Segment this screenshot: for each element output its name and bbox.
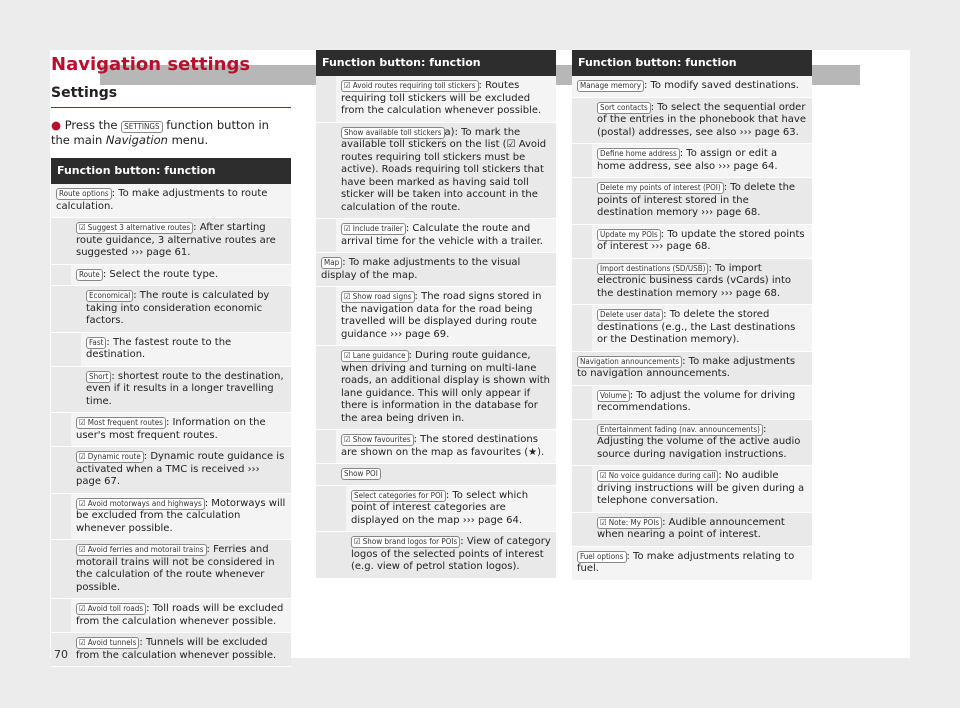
- table-row: [51, 633, 291, 667]
- table-row: [572, 547, 812, 581]
- function-key: Show POI: [341, 468, 381, 480]
- function-description: : To make adjustments relating to fuel.: [577, 550, 795, 574]
- indent: [572, 225, 592, 258]
- row-cell: [592, 305, 812, 351]
- row-cell: [71, 633, 291, 666]
- function-description: : To delete the stored destinations (e.g., the Last destinations or the Destination memory).: [597, 309, 796, 345]
- row-cell: [346, 486, 556, 532]
- indent: [572, 178, 592, 224]
- table-row: [51, 333, 291, 367]
- function-description: : To select the sequential order of the entries in the phonebook that have (postal) addresses, see also ››› page 63.: [597, 101, 807, 138]
- function-key: Define home address: [597, 148, 680, 160]
- function-key: ☑ Avoid routes requiring toll stickers: [341, 80, 479, 92]
- function-table-2: [316, 50, 556, 579]
- indent: [316, 464, 336, 485]
- indent: [572, 259, 592, 305]
- table-row: [51, 367, 291, 414]
- function-key: ☑ Most frequent routes: [76, 417, 166, 429]
- indent: [572, 420, 592, 466]
- row-cell: [592, 386, 812, 419]
- indent: [572, 513, 592, 546]
- row-cell: [346, 532, 556, 578]
- table-row: [316, 346, 556, 430]
- table-row: [572, 513, 812, 547]
- function-table-1: [51, 158, 291, 667]
- function-description: : Routes requiring toll stickers will be excluded from the calculation whenever possible.: [341, 80, 542, 116]
- intro-text: [51, 118, 291, 148]
- function-key: Route: [76, 269, 103, 281]
- table-row: [572, 305, 812, 352]
- intro-end: menu.: [171, 133, 209, 147]
- table-row: [316, 76, 556, 123]
- column-2: [316, 50, 556, 579]
- function-description: : To modify saved destinations.: [643, 80, 799, 91]
- table-row: [316, 464, 556, 486]
- function-key: ☑ No voice guidance during call: [597, 470, 718, 482]
- function-key: Navigation announcements: [577, 356, 682, 368]
- table-row: [316, 253, 556, 287]
- row-cell: [81, 367, 291, 413]
- row-cell: [71, 599, 291, 632]
- table-head: Function button: function: [316, 50, 556, 76]
- function-description: : To import electronic business cards (vCards) into the destination memory ››› page 68.: [597, 262, 792, 299]
- function-description: : View of category logos of the selected points of interest (e.g. view of petrol station logos).: [351, 536, 551, 572]
- row-cell: [592, 420, 812, 466]
- function-description: : To make adjustments to route calculation.: [56, 188, 268, 212]
- table-row: [51, 599, 291, 633]
- settings-key: SETTINGS: [121, 121, 162, 133]
- function-key: Entertainment fading (nav. announcements): [597, 424, 763, 436]
- function-key: Short: [86, 371, 111, 383]
- intro-pre: Press the: [64, 118, 118, 132]
- function-key: ☑ Lane guidance: [341, 350, 409, 362]
- indent: [51, 286, 81, 332]
- indent: [572, 305, 592, 351]
- row-cell: [336, 346, 556, 429]
- indent: [51, 494, 71, 540]
- row-cell: [592, 144, 812, 177]
- row-cell: [81, 333, 291, 366]
- function-description: : shortest route to the destination, even if it results in a longer travelling time.: [86, 370, 284, 407]
- function-key: Select categories for POI: [351, 490, 446, 502]
- function-description: : Tunnels will be excluded from the calculation whenever possible.: [76, 637, 277, 661]
- function-description: : To delete the points of interest stored in the destination memory ››› page 68.: [597, 182, 796, 218]
- function-description: a): To mark the available toll stickers on the list (☑ Avoid routes requiring toll stickers must be active). Roads requiring toll stickers that have been marked as having said toll sticker will be taken into account in the calculation of the route.: [341, 126, 547, 213]
- page-number: 70: [54, 648, 68, 661]
- indent: [51, 333, 81, 366]
- indent: [572, 386, 592, 419]
- row-cell: [51, 184, 291, 217]
- function-key: Economical: [86, 290, 133, 302]
- table-row: [316, 430, 556, 464]
- table-row: [572, 259, 812, 306]
- table-row: [572, 386, 812, 420]
- row-cell: [592, 513, 812, 546]
- function-description: : To update the stored points of interest ››› page 68.: [597, 228, 805, 252]
- row-cell: [572, 352, 812, 385]
- row-cell: [336, 430, 556, 463]
- row-cell: [71, 447, 291, 493]
- indent: [316, 219, 336, 252]
- table-row: [572, 352, 812, 386]
- function-description: : Motorways will be excluded from the calculation whenever possible.: [76, 497, 286, 534]
- row-cell: [592, 98, 812, 144]
- function-key: ☑ Avoid ferries and motorail trains: [76, 544, 207, 556]
- function-description: : Ferries and motorail trains will not be considered in the calculation of the route whenever possible.: [76, 544, 275, 593]
- row-cell: [336, 287, 556, 345]
- function-key: Volume: [597, 390, 630, 402]
- indent: [572, 98, 592, 144]
- page-subtitle: Settings: [51, 75, 291, 108]
- indent: [51, 265, 71, 286]
- row-cell: [71, 265, 291, 286]
- table-row: [572, 178, 812, 225]
- function-key: ☑ Suggest 3 alternative routes: [76, 222, 193, 234]
- function-description: : To adjust the volume for driving recommendations.: [597, 389, 796, 413]
- function-key: ☑ Avoid tunnels: [76, 637, 139, 649]
- function-description: : Toll roads will be excluded from the calculation whenever possible.: [76, 603, 284, 627]
- function-table-3: [572, 50, 812, 581]
- function-key: Fast: [86, 337, 106, 349]
- function-description: : To make adjustments to the visual display of the map.: [321, 257, 521, 281]
- table-row: [51, 447, 291, 494]
- function-description: : Audible announcement when nearing a point of interest.: [597, 516, 785, 540]
- function-description: : The route is calculated by taking into consideration economic factors.: [86, 290, 270, 326]
- function-key: Map: [321, 257, 342, 269]
- row-cell: [572, 547, 812, 580]
- row-cell: [592, 178, 812, 224]
- function-description: : Dynamic route guidance is activated when a TMC is received ››› page 67.: [76, 451, 285, 487]
- table-row: [316, 123, 556, 220]
- row-cell: [336, 76, 556, 122]
- table-row: [51, 265, 291, 287]
- row-cell: [71, 218, 291, 264]
- table-row: [572, 466, 812, 513]
- bullet-icon: ●: [51, 118, 62, 132]
- function-key: Fuel options: [577, 551, 627, 563]
- function-description: : Information on the user's most frequent routes.: [76, 417, 266, 441]
- function-description: : To select which point of interest categories are displayed on the map ››› page 64.: [351, 489, 529, 526]
- indent: [51, 367, 81, 413]
- indent: [316, 486, 346, 532]
- row-cell: [71, 540, 291, 598]
- function-key: Import destinations (SD/USB): [597, 263, 708, 275]
- function-key: ☑ Include trailer: [341, 223, 406, 235]
- function-key: ☑ Show brand logos for POIs: [351, 536, 460, 548]
- function-key: Delete user data: [597, 309, 663, 321]
- function-description: : After starting route guidance, 3 alternative routes are suggested ››› page 61.: [76, 222, 276, 258]
- intro-post: function button in the main: [51, 118, 269, 147]
- function-description: : The road signs stored in the navigation data for the road being travelled will be displayed during route guidance ››› page 69.: [341, 291, 542, 340]
- table-head: Function button: function: [572, 50, 812, 76]
- indent: [51, 540, 71, 598]
- column-3: [572, 50, 812, 581]
- indent: [572, 144, 592, 177]
- table-row: [572, 225, 812, 259]
- indent: [316, 346, 336, 429]
- row-cell: [81, 286, 291, 332]
- table-row: [51, 218, 291, 265]
- indent: [316, 123, 336, 219]
- function-key: ☑ Show road signs: [341, 291, 415, 303]
- function-key: Sort contacts: [597, 102, 651, 114]
- row-cell: [336, 219, 556, 252]
- intro-menu: Navigation: [105, 133, 168, 147]
- indent: [572, 466, 592, 512]
- table-row: [51, 184, 291, 218]
- function-description: : The fastest route to the destination.: [86, 336, 232, 360]
- function-key: Show available toll stickers: [341, 127, 445, 139]
- row-cell: [336, 464, 556, 485]
- row-cell: [592, 466, 812, 512]
- column-1: [51, 50, 291, 667]
- function-key: Update my POIs: [597, 229, 661, 241]
- table-row: [316, 486, 556, 533]
- function-key: Delete my points of interest (POI): [597, 182, 724, 194]
- table-row: [316, 532, 556, 579]
- table-row: [51, 286, 291, 333]
- table-head: Function button: function: [51, 158, 291, 184]
- function-description: : To assign or edit a home address, see also ››› page 64.: [597, 148, 778, 172]
- row-cell: [71, 413, 291, 446]
- row-cell: [316, 253, 556, 286]
- row-cell: [572, 76, 812, 97]
- function-description: : During route guidance, when driving and turning on multi-lane roads, an additional display is shown with lane guidance. This will only appear if there is information in the database for the area being driven in.: [341, 350, 550, 424]
- function-key: ☑ Avoid motorways and highways: [76, 498, 205, 510]
- table-row: [51, 413, 291, 447]
- function-description: : Select the route type.: [102, 268, 219, 280]
- table-row: [51, 540, 291, 599]
- function-key: ☑ Dynamic route: [76, 451, 144, 463]
- table-row: [572, 76, 812, 98]
- indent: [316, 532, 346, 578]
- table-row: [316, 287, 556, 346]
- indent: [316, 76, 336, 122]
- function-key: ☑ Avoid toll roads: [76, 603, 146, 615]
- function-description: : The stored destinations are shown on the map as favourites (★).: [341, 434, 545, 458]
- row-cell: [592, 225, 812, 258]
- indent: [316, 430, 336, 463]
- indent: [51, 218, 71, 264]
- table-row: [572, 420, 812, 467]
- function-description: : To make adjustments to navigation announcements.: [577, 355, 796, 379]
- function-description: : Adjusting the volume of the active audio source during navigation instructions.: [597, 423, 801, 460]
- indent: [316, 287, 336, 345]
- row-cell: [336, 123, 556, 219]
- function-key: Manage memory: [577, 80, 644, 92]
- row-cell: [592, 259, 812, 305]
- indent: [51, 599, 71, 632]
- indent: [51, 447, 71, 493]
- row-cell: [71, 494, 291, 540]
- table-row: [316, 219, 556, 253]
- table-row: [572, 98, 812, 145]
- table-row: [51, 494, 291, 541]
- function-description: : No audible driving instructions will be given during a telephone conversation.: [597, 470, 805, 506]
- function-description: : Calculate the route and arrival time for the vehicle with a trailer.: [341, 223, 543, 247]
- function-key: ☑ Note: My POIs: [597, 517, 662, 529]
- indent: [51, 413, 71, 446]
- table-row: [572, 144, 812, 178]
- function-key: Route options: [56, 188, 112, 200]
- page-title: Navigation settings: [51, 54, 251, 75]
- function-key: ☑ Show favourites: [341, 434, 414, 446]
